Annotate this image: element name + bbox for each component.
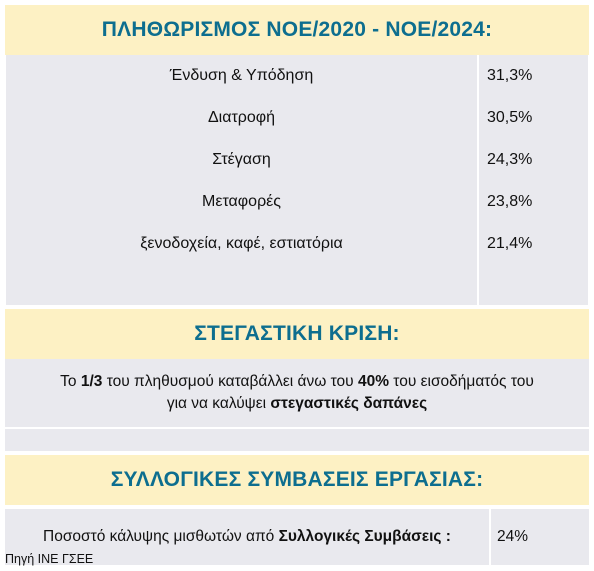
collective-agreements-title: ΣΥΛΛΟΓΙΚΕΣ ΣΥΜΒΑΣΕΙΣ ΕΡΓΑΣΙΑΣ: xyxy=(5,455,589,505)
category-label: ξενοδοχεία, καφέ, εστιατόρια xyxy=(6,223,479,265)
bold-percent: 40% xyxy=(357,373,389,390)
table-row xyxy=(6,139,588,181)
housing-line-1 xyxy=(60,371,534,393)
bold-housing-costs: στεγαστικές δαπάνες xyxy=(270,395,428,412)
empty-row xyxy=(6,265,588,305)
inflation-title: ΠΛΗΘΩΡΙΣΜΟΣ ΝΟΕ/2020 - ΝΟΕ/2024: xyxy=(5,5,589,55)
empty-row xyxy=(5,427,589,451)
infographic-table xyxy=(5,5,589,565)
bold-fraction: 1/3 xyxy=(80,373,103,390)
text-span: Ποσοστό κάλυψης μισθωτών από xyxy=(43,528,275,545)
category-label: Διατροφή xyxy=(6,97,479,139)
category-label: Μεταφορές xyxy=(6,181,479,223)
empty-cell xyxy=(6,265,479,305)
bold-label: Συλλογικές Συμβάσεις : xyxy=(278,528,451,545)
table-row xyxy=(6,55,588,97)
housing-title: ΣΤΕΓΑΣΤΙΚΗ ΚΡΙΣΗ: xyxy=(5,309,589,359)
source-note: Πηγή ΙΝΕ ΓΣΕΕ xyxy=(5,552,94,566)
table-row xyxy=(6,223,588,265)
category-value: 21,4% xyxy=(479,223,588,265)
category-value: 24,3% xyxy=(479,139,588,181)
inflation-table xyxy=(5,55,589,305)
category-value: 31,3% xyxy=(479,55,588,97)
text-span: για να καλύψει xyxy=(166,395,271,412)
text-span: του πληθυσμού καταβάλλει άνω του xyxy=(102,373,358,390)
category-value: 30,5% xyxy=(479,97,588,139)
table-row xyxy=(6,181,588,223)
table-row xyxy=(6,97,588,139)
housing-paragraph xyxy=(5,359,589,427)
category-label: Στέγαση xyxy=(6,139,479,181)
text-span: Το xyxy=(60,373,81,390)
category-value: 23,8% xyxy=(479,181,588,223)
empty-cell xyxy=(479,265,588,305)
coverage-value: 24% xyxy=(491,509,589,565)
housing-line-2 xyxy=(167,393,427,415)
text-span: του εισοδήματός του xyxy=(389,373,534,390)
category-label: Ένδυση & Υπόδηση xyxy=(6,55,479,97)
